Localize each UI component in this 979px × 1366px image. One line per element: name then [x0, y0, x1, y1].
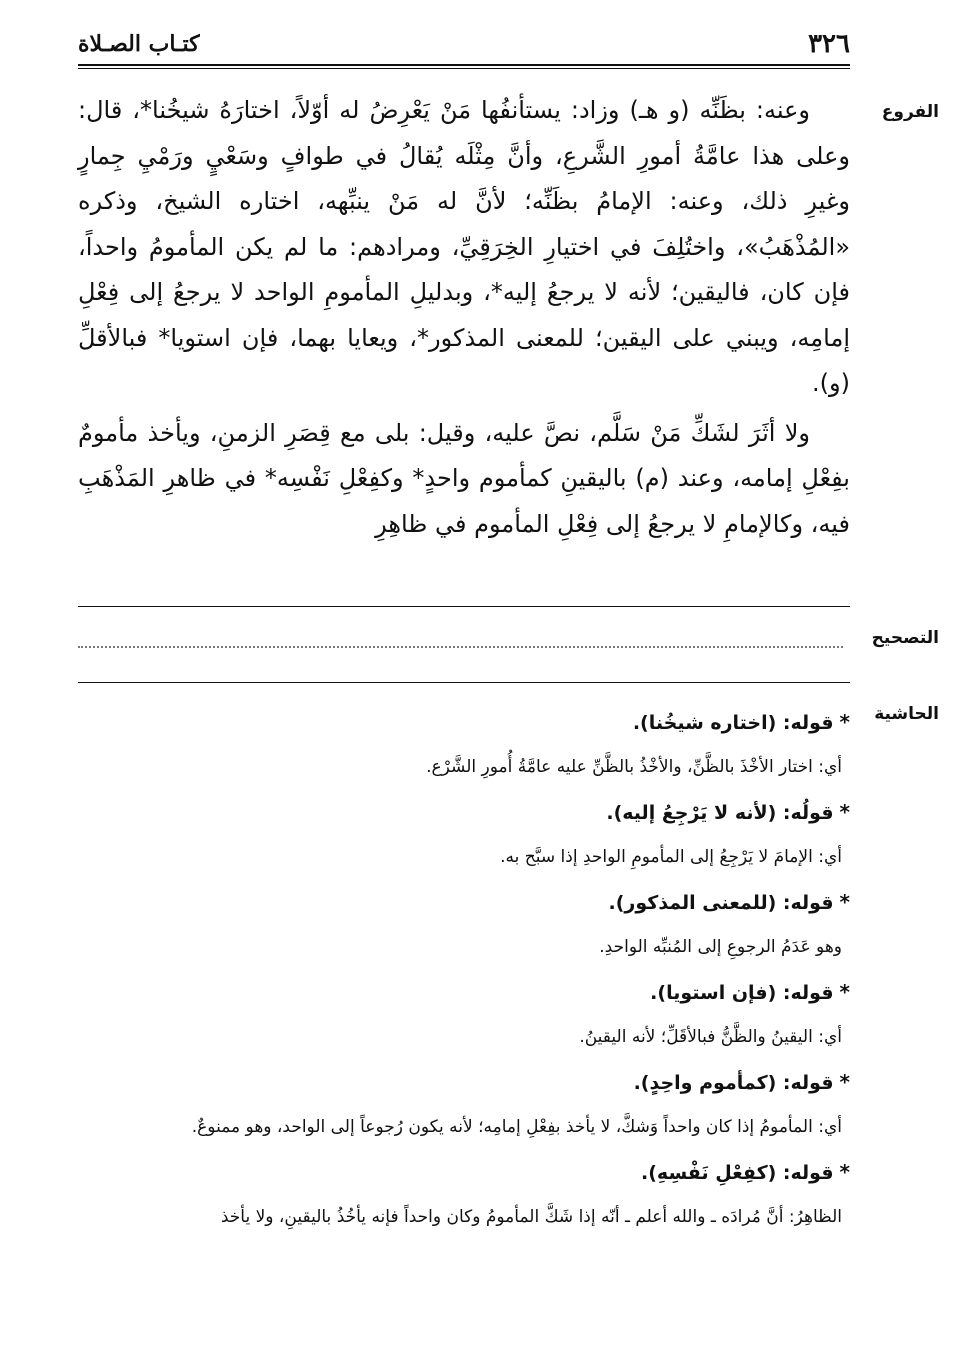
note-body: أي: الإمامَ لا يَرْجِعُ إلى المأمومِ الواحدِ إذا سبَّح به. — [500, 847, 842, 867]
note-heading — [78, 790, 850, 834]
note-heading-text: قوله: (كفِعْلِ نَفْسِهِ). — [641, 1162, 834, 1184]
header-rule-thin — [78, 68, 850, 69]
note-item — [78, 1150, 850, 1240]
page-header — [78, 26, 850, 62]
note-body: أي: اليقينُ والظَّنُّ فبالأقَلِّ؛ لأنه اليقينُ. — [579, 1027, 842, 1047]
note-heading-text: قوله: (كمأموم واحِدٍ). — [633, 1072, 834, 1094]
note-item — [78, 790, 850, 880]
note-heading-text: قوله: (اختاره شيخُنا). — [632, 712, 834, 734]
note-heading-text: قوله: (فإن استويا). — [650, 982, 834, 1004]
note-heading — [78, 880, 850, 924]
main-paragraph-1: وعنه: بظَنِّه (و هـ) وزاد: يستأنفُها مَنْ يَعْرِضُ له أوّلاً، اختارَهُ شيخُنا*، قال: وعلى هذا عامَّةُ أمورِ الشَّرعِ، وأنَّ مِثْلَه يُقالُ في طوافٍ وسَعْيٍ ورَمْيِ جِمارٍ وغيرِ ذلك، وعنه: الإمامُ بظَنِّه؛ لأنَّ له مَنْ ينبِّهه، اختاره الشيخ، وذكره «المُذْهَبُ»، واختُلِفَ في اختيارِ الخِرَقِيِّ، ومرادهم: ما لم يكن المأمومُ واحداً، فإن كان، فاليقين؛ لأنه لا يرجعُ إليه*، وبدليلِ المأمومِ الواحد لا يرجعُ إلى فِعْلِ إمامِه، ويبني على اليقين؛ للمعنى المذكور*، ويعايا بهما، فإن استويا* فبالأقلِّ (و). — [78, 96, 850, 397]
note-heading — [78, 1150, 850, 1194]
hashiya-notes — [78, 700, 850, 1240]
note-body: أي: اختار الأخْذَ بالظَّنِّ، والأخْذُ بالظَّنِّ عليه عامَّةُ أُمورِ الشَّرْع. — [426, 757, 842, 777]
note-body: أي: المأمومُ إذا كان واحداً وَشكَّ، لا يأخذ بفِعْلِ إمامِه؛ لأنه يكون رُجوعاً إلى الواحد، وهو ممنوعٌ. — [191, 1117, 842, 1137]
main-text — [78, 88, 850, 547]
note-body: وهو عَدَمُ الرجوعِ إلى المُنبِّه الواحدِ. — [599, 937, 842, 957]
page-number: ٣٢٦ — [808, 29, 850, 59]
star-icon: * — [839, 1160, 850, 1184]
main-paragraph-2: ولا أثَرَ لشَكِّ مَنْ سَلَّم، نصَّ عليه، وقيل: بلى مع قِصَرِ الزمنِ، ويأخذ مأمومٌ بفِعْلِ إمامه، وعند (م) باليقينِ كمأموم واحدٍ* وكفِعْلِ نَفْسِه* في ظاهرِ المَذْهَبِ فيه، وكالإمامِ لا يرجعُ إلى فِعْلِ المأموم في ظاهِرِ — [78, 418, 850, 538]
book-title: كتـاب الصـلاة — [78, 31, 200, 57]
note-item — [78, 700, 850, 790]
tashih-dotted-line — [78, 646, 843, 648]
note-heading-text: قولُه: (لأنه لا يَرْجِعُ إليه). — [606, 802, 834, 824]
note-heading — [78, 970, 850, 1014]
note-item — [78, 1060, 850, 1150]
label-tashih: التصحيح — [871, 628, 939, 648]
note-body: الظاهِرُ: أنَّ مُرادَه ـ والله أعلم ـ أنّه إذا شَكَّ المأمومُ وكان واحداً فإنه يأخُذُ باليقينِ، ولا يأخذ — [220, 1207, 842, 1227]
label-furu: الفروع — [881, 102, 939, 122]
label-hashiya: الحاشية — [874, 704, 939, 724]
note-item — [78, 970, 850, 1060]
header-rule — [78, 64, 850, 66]
note-item — [78, 880, 850, 970]
star-icon: * — [839, 800, 850, 824]
star-icon: * — [839, 1070, 850, 1094]
note-heading — [78, 700, 850, 744]
tashih-rule — [78, 682, 850, 683]
star-icon: * — [839, 890, 850, 914]
note-heading-text: قوله: (للمعنى المذكور). — [608, 892, 834, 914]
main-text-rule — [78, 606, 850, 607]
note-heading — [78, 1060, 850, 1104]
star-icon: * — [839, 710, 850, 734]
star-icon: * — [839, 980, 850, 1004]
